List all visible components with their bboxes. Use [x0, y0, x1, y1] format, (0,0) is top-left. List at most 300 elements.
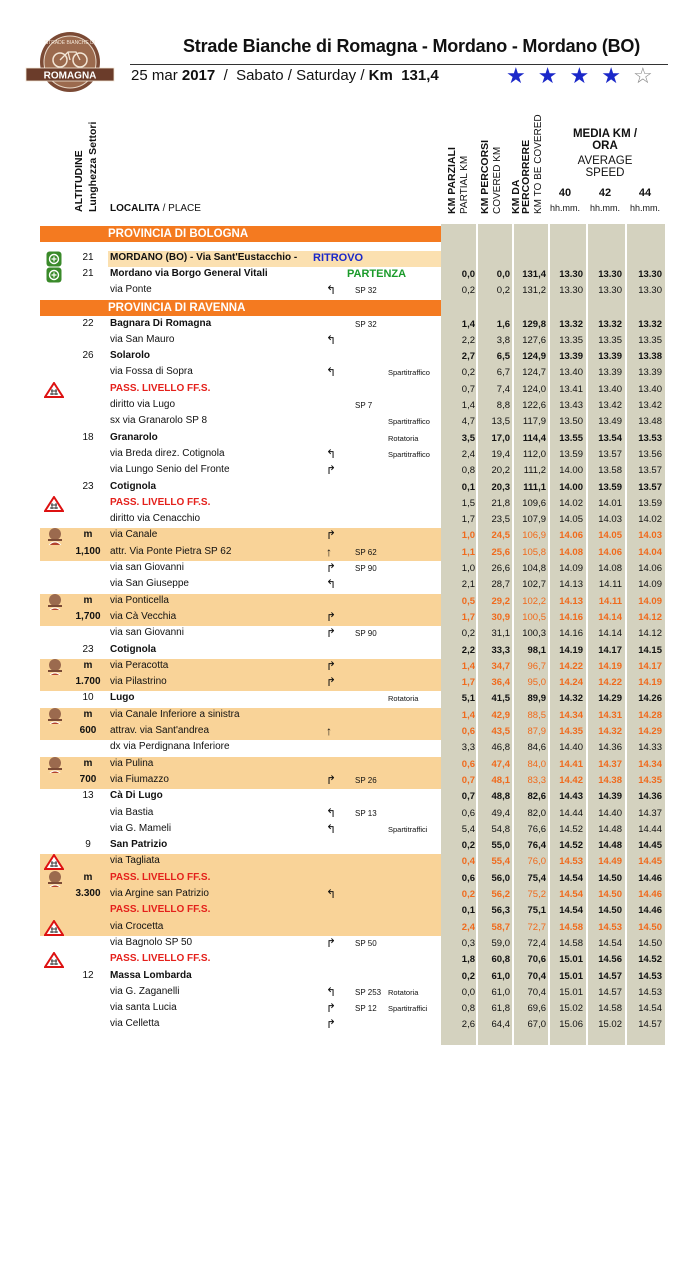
covered-km: 61,0 [491, 986, 510, 998]
time-44: 14.17 [638, 660, 662, 672]
time-42: 14.56 [598, 954, 622, 966]
turn-arrow-icon: ↱ [326, 463, 337, 478]
partial-km: 1,4 [461, 400, 475, 411]
route-row [0, 512, 700, 528]
route-row [0, 757, 700, 773]
covered-km: 58,7 [491, 921, 510, 933]
place-name: dx via Perdignana Inferiore [110, 741, 230, 753]
route-row [0, 724, 700, 740]
covered-km: 42,9 [491, 709, 510, 721]
time-42: 14.19 [598, 660, 622, 672]
covered-km: 0,2 [496, 285, 510, 297]
time-44: 14.44 [638, 823, 662, 835]
time-42: 14.01 [598, 497, 622, 509]
sector-highlight [40, 903, 441, 919]
partial-km: 0,8 [461, 465, 475, 477]
time-42: 13.40 [598, 383, 622, 395]
time-44: 13.57 [638, 465, 662, 477]
time-44: 14.04 [638, 546, 662, 558]
partial-km: 0,4 [461, 856, 475, 868]
covered-km: 31,1 [491, 628, 510, 640]
altitude: 10 [82, 692, 94, 704]
time-44: 13.59 [638, 497, 662, 509]
time-44: 14.03 [638, 530, 662, 542]
remaining-km: 75,4 [527, 872, 546, 884]
remaining-km: 124,9 [522, 351, 546, 363]
place-name: via Ponticella [110, 594, 169, 606]
time-44: 13.57 [638, 481, 662, 493]
place-name: via Cà Vecchia [110, 610, 177, 622]
place-name: via G. Mameli [110, 822, 172, 834]
time-40: 14.08 [559, 546, 583, 558]
time-44: 14.54 [638, 1003, 662, 1015]
time-40: 14.58 [559, 921, 583, 933]
covered-km: 36,4 [491, 677, 510, 689]
partial-km: 0,0 [461, 986, 475, 998]
time-44: 14.28 [638, 709, 662, 721]
traffic-note: Rotatoria [388, 433, 419, 443]
place-name: via santa Lucia [110, 1002, 177, 1014]
partial-km: 0,6 [461, 807, 475, 819]
time-42: 14.50 [598, 872, 622, 884]
covered-km: 0,0 [496, 269, 510, 281]
place-name: via Bastia [110, 806, 154, 818]
partial-km: 2,2 [461, 334, 475, 346]
remaining-km: 83,3 [527, 774, 546, 786]
sector-length: 600 [79, 725, 97, 736]
turn-arrow-icon: ↱ [326, 609, 337, 624]
event-date: 25 mar [131, 67, 178, 84]
place-name: MORDANO (BO) - Via Sant'Eustacchio - [110, 251, 298, 263]
time-40: 14.42 [559, 774, 583, 786]
turn-arrow-icon: ↰ [326, 887, 337, 901]
partial-km: 0,6 [461, 758, 475, 770]
time-44: 14.06 [638, 563, 662, 574]
remaining-km: 114,4 [522, 432, 546, 444]
time-42: 13.49 [598, 416, 622, 428]
time-40: 15.01 [559, 954, 583, 966]
place-name: PASS. LIVELLO FF.S. [110, 953, 211, 965]
partial-km: 1,7 [461, 677, 475, 689]
time-40: 13.50 [559, 416, 583, 428]
covered-km-header: COVERED KM [492, 146, 503, 214]
place-name: via Fiumazzo [110, 773, 169, 785]
altitude: 21 [82, 268, 94, 280]
route-row [0, 431, 700, 447]
route-row [0, 365, 700, 381]
sector-length: m [83, 708, 93, 720]
partial-km: 1,4 [461, 709, 475, 721]
time-44: 14.34 [638, 758, 662, 770]
km-label: Km [368, 67, 393, 84]
remaining-km: 96,7 [527, 660, 546, 672]
partial-km: 0,6 [461, 872, 475, 884]
route-row [0, 398, 700, 414]
time-40: 14.22 [559, 660, 583, 672]
time-44: 13.56 [638, 448, 662, 460]
turn-arrow-icon: ↰ [326, 365, 337, 380]
strade-bianche-logo [20, 30, 120, 96]
turn-arrow-icon: ↱ [326, 561, 337, 575]
remaining-km: 111,2 [523, 465, 546, 477]
time-44: 14.12 [638, 611, 662, 623]
km-total: 131,4 [401, 67, 439, 84]
time-44: 14.57 [638, 1019, 662, 1031]
remaining-km: 131,4 [522, 269, 546, 281]
time-44: 14.19 [638, 677, 662, 689]
partial-km: 0,2 [461, 970, 475, 982]
covered-km: 30,9 [491, 611, 510, 623]
time-40: 14.54 [559, 889, 583, 900]
road-code: SP 7 [355, 401, 373, 410]
partial-km: 3,3 [461, 742, 475, 754]
time-42: 14.32 [598, 726, 622, 737]
route-row [0, 1017, 700, 1033]
altitude: 21 [82, 251, 94, 263]
remaining-km: 84,0 [527, 758, 546, 770]
remaining-km: 109,6 [522, 497, 546, 509]
time-40: 14.34 [559, 709, 583, 721]
place-name: attrav. via Sant'andrea [110, 725, 210, 736]
turn-arrow-icon: ↰ [326, 332, 337, 347]
time-40: 14.06 [559, 530, 583, 542]
remaining-km: 76,4 [527, 840, 546, 852]
route-row [0, 740, 700, 756]
covered-km: 24,5 [491, 530, 510, 542]
remaining-km: 87,9 [527, 726, 546, 737]
time-42: 14.39 [598, 791, 622, 803]
route-row [0, 626, 700, 642]
place-tag: RITROVO [313, 251, 364, 264]
time-42: 14.48 [598, 840, 622, 852]
time-40: 14.54 [559, 905, 583, 917]
partial-km: 1,8 [461, 954, 475, 966]
place-name: Cà Di Lugo [110, 790, 163, 802]
sector-highlight [40, 920, 441, 936]
star-empty-icon: ☆ [632, 63, 665, 88]
turn-arrow-icon: ↱ [326, 1017, 337, 1032]
time-40: 14.52 [559, 823, 583, 835]
route-row [0, 903, 700, 919]
route-row [0, 333, 700, 349]
place-name: diritto via Lugo [110, 399, 176, 410]
covered-km: 3,8 [496, 334, 510, 346]
turn-arrow-icon: ↰ [326, 984, 337, 999]
time-44: 14.45 [638, 840, 662, 852]
covered-km: 23,5 [491, 514, 510, 526]
time-44: 13.32 [638, 318, 662, 330]
remaining-km: 100,3 [522, 628, 546, 640]
place-name: PASS. LIVELLO FF.S. [110, 496, 211, 508]
time-44: 14.46 [638, 889, 662, 900]
time-42: 14.17 [598, 644, 622, 656]
altitude: 22 [82, 317, 94, 329]
route-row [0, 545, 700, 561]
place-name: via G. Zaganelli [110, 985, 180, 997]
time-42: 14.36 [598, 742, 622, 754]
remaining-km: 106,9 [522, 530, 546, 542]
altitude: 12 [82, 969, 94, 981]
route-row [0, 985, 700, 1001]
place-name: via Canale [110, 529, 158, 541]
speed-44-header: 44 [638, 187, 652, 199]
route-row [0, 463, 700, 479]
remaining-km: 82,0 [527, 807, 546, 819]
remaining-km: 124,7 [522, 367, 546, 379]
traffic-note: Spartitraffico [388, 449, 430, 459]
time-42: 13.54 [598, 432, 622, 444]
average-speed-header: MEDIA KM / ORA AVERAGE SPEED [572, 128, 638, 179]
partial-km: 0,1 [461, 481, 475, 493]
place-name: Cotignola [110, 643, 157, 655]
traffic-note: Spartitraffico [388, 368, 430, 378]
svg-text:ROMAGNA: ROMAGNA [43, 70, 97, 82]
route-row [0, 528, 700, 544]
place-name: via san Giovanni [110, 627, 184, 639]
turn-arrow-icon: ↑ [326, 724, 332, 738]
covered-km: 49,4 [491, 807, 510, 819]
place-name: via Pulina [110, 757, 154, 769]
time-42: 14.38 [598, 774, 622, 786]
time-44: 14.50 [638, 937, 662, 949]
altitude: 18 [82, 431, 94, 443]
altitude: 9 [85, 839, 91, 851]
remaining-km: 102,7 [522, 579, 546, 591]
turn-arrow-icon: ↰ [326, 446, 337, 461]
covered-km: 6,5 [496, 351, 510, 363]
route-row [0, 806, 700, 822]
covered-km: 55,4 [491, 856, 510, 868]
time-40: 14.16 [559, 628, 583, 640]
sector-length: m [83, 871, 93, 883]
route-row [0, 496, 700, 512]
time-40: 14.52 [559, 840, 583, 852]
covered-km: 28,7 [491, 579, 510, 591]
place-name: PASS. LIVELLO FF.S. [110, 871, 211, 883]
time-44: 13.38 [638, 351, 662, 363]
altitude: 23 [82, 480, 94, 492]
route-row [0, 952, 700, 968]
road-code: SP 50 [355, 938, 377, 948]
turn-arrow-icon: ↱ [326, 626, 337, 641]
route-row [0, 838, 700, 854]
remaining-km: 98,1 [527, 644, 546, 656]
covered-km: 55,0 [491, 840, 510, 852]
time-42: 14.31 [598, 709, 622, 721]
partial-km: 2,4 [461, 921, 475, 933]
time-44: 14.09 [638, 579, 662, 591]
turn-arrow-icon: ↱ [326, 528, 337, 543]
level-crossing-icon [44, 920, 64, 936]
covered-km: 64,4 [491, 1019, 510, 1031]
page-title: Strade Bianche di Romagna - Mordano - Mordano (BO) [183, 36, 641, 56]
partial-km: 1,0 [461, 563, 475, 574]
time-44: 14.26 [638, 693, 662, 705]
place-name: Massa Lombarda [110, 969, 192, 981]
sector-length: 1.700 [75, 676, 101, 688]
time-44: 14.33 [638, 742, 662, 754]
time-40: 13.55 [559, 432, 583, 444]
time-40: 13.40 [559, 367, 583, 379]
route-row [0, 691, 700, 707]
remaining-km: 129,8 [522, 318, 546, 330]
covered-km: 7,4 [496, 383, 510, 395]
meeting-point-icon [46, 251, 66, 267]
time-40: 15.06 [559, 1019, 583, 1031]
turn-arrow-icon: ↱ [326, 935, 337, 950]
place-name: via Breda direz. Cotignola [110, 447, 225, 459]
time-42: 14.11 [598, 595, 622, 607]
sector-length: m [83, 659, 93, 671]
time-42: 14.57 [598, 970, 622, 982]
partial-km: 3,5 [461, 432, 475, 444]
road-code: SP 26 [355, 775, 377, 785]
time-40: 14.41 [559, 758, 583, 770]
province-header [0, 300, 700, 316]
partial-km: 0,2 [461, 628, 475, 640]
remaining-km: 127,6 [522, 334, 546, 346]
time-42: 13.57 [598, 448, 622, 460]
time-44: 14.09 [638, 595, 662, 607]
partial-km: 1,4 [461, 318, 475, 330]
turn-arrow-icon: ↰ [326, 577, 337, 592]
road-code: SP 13 [355, 808, 377, 818]
remaining-km: 72,7 [527, 921, 546, 933]
covered-km: 26,6 [491, 563, 510, 574]
time-40: 14.24 [559, 677, 583, 689]
time-40: 15.02 [559, 1003, 583, 1015]
covered-km: 56,0 [491, 872, 510, 884]
time-40: 14.05 [559, 514, 583, 526]
km-da-header: KM DA [510, 179, 522, 214]
route-row [0, 773, 700, 789]
road-code: SP 32 [355, 286, 377, 296]
star-filled-icon: ★ [506, 63, 538, 88]
localita-header: LOCALITA / PLACE [110, 203, 201, 214]
place-name: Lugo [110, 692, 135, 704]
time-42: 13.32 [598, 318, 622, 330]
place-name: sx via Granarolo SP 8 [110, 415, 208, 427]
turn-arrow-icon: ↰ [326, 283, 337, 298]
route-row [0, 871, 700, 887]
time-40: 14.13 [559, 595, 583, 607]
time-42: 14.29 [598, 693, 622, 705]
partial-km: 2,7 [461, 351, 475, 363]
turn-arrow-icon: ↰ [326, 821, 337, 836]
time-42: 14.54 [598, 937, 622, 949]
time-40: 14.00 [559, 481, 583, 493]
partial-km: 0,2 [461, 840, 475, 852]
covered-km: 48,8 [491, 791, 510, 803]
time-40: 14.35 [559, 726, 583, 737]
sector-length: 3.300 [75, 888, 101, 899]
route-row [0, 577, 700, 593]
place-name: Cotignola [110, 480, 157, 492]
time-40: 13.39 [559, 351, 583, 363]
time-42: 13.35 [598, 334, 622, 346]
remaining-km: 122,6 [522, 400, 546, 411]
place-name: attr. Via Ponte Pietra SP 62 [110, 545, 232, 557]
road-code: SP 253 [355, 987, 382, 997]
remaining-km: 124,0 [522, 383, 546, 395]
covered-km: 61,0 [491, 970, 510, 982]
partial-km: 0,5 [461, 595, 475, 607]
covered-km: 19,4 [491, 448, 510, 460]
partial-km: 0,2 [461, 367, 475, 379]
covered-km: 33,3 [491, 644, 510, 656]
covered-km: 56,2 [491, 889, 510, 900]
route-row [0, 480, 700, 496]
time-42: 13.58 [598, 465, 622, 477]
place-name: via Fossa di Sopra [110, 366, 193, 378]
covered-km: 8,8 [496, 400, 510, 411]
time-44: 14.52 [638, 954, 662, 966]
covered-km: 21,8 [491, 497, 510, 509]
partial-km: 0,3 [461, 937, 475, 949]
partial-km: 2,4 [461, 448, 475, 460]
remaining-km: 104,8 [522, 563, 546, 574]
road-code: SP 32 [355, 319, 377, 329]
time-42: 14.37 [598, 758, 622, 770]
time-40: 14.40 [559, 742, 583, 754]
route-row [0, 610, 700, 626]
hhmm-44: hh.mm. [629, 203, 660, 213]
remaining-km: 70,4 [527, 970, 546, 982]
place-name: via san Giovanni [110, 562, 184, 573]
covered-km: 48,1 [491, 774, 510, 786]
km-parziali-header: KM PARZIALI [446, 147, 458, 214]
altitude: 13 [82, 790, 94, 802]
time-44: 14.35 [638, 774, 662, 786]
partial-km: 1,5 [461, 497, 475, 509]
route-row [0, 854, 700, 870]
route-row [0, 789, 700, 805]
route-row [0, 414, 700, 430]
route-row [0, 317, 700, 333]
time-42: 13.42 [598, 400, 622, 411]
time-42: 14.03 [598, 514, 622, 526]
time-44: 14.46 [638, 872, 662, 884]
remaining-km: 111,1 [523, 481, 546, 493]
sector-length: m [83, 529, 93, 541]
covered-km: 13,5 [491, 416, 510, 428]
sector-length: m [83, 594, 93, 606]
covered-km: 20,2 [491, 465, 510, 477]
traffic-note: Rotatoria [388, 987, 419, 997]
partial-km: 5,1 [461, 693, 475, 705]
place-name: via Peracotta [110, 659, 169, 671]
time-42: 14.58 [598, 1003, 622, 1015]
time-44: 13.42 [638, 400, 662, 411]
time-42: 14.08 [598, 563, 622, 574]
time-42: 14.49 [598, 856, 622, 868]
time-44: 13.30 [638, 269, 662, 281]
event-subtitle: 25 mar 2017 / Sabato / Saturday / Km 131,4 [131, 67, 439, 84]
remaining-km: 82,6 [527, 791, 546, 803]
route-row [0, 920, 700, 936]
time-40: 14.58 [559, 937, 583, 949]
remaining-km: 76,6 [527, 823, 546, 835]
partial-km: 0,7 [461, 774, 475, 786]
time-40: 13.30 [559, 285, 583, 297]
time-42: 14.14 [598, 611, 622, 623]
difficulty-rating [506, 63, 665, 89]
route-row [0, 251, 700, 267]
place-name: via San Mauro [110, 333, 175, 345]
province-header [0, 226, 700, 242]
time-42: 14.06 [598, 546, 622, 558]
time-44: 14.12 [638, 628, 662, 640]
